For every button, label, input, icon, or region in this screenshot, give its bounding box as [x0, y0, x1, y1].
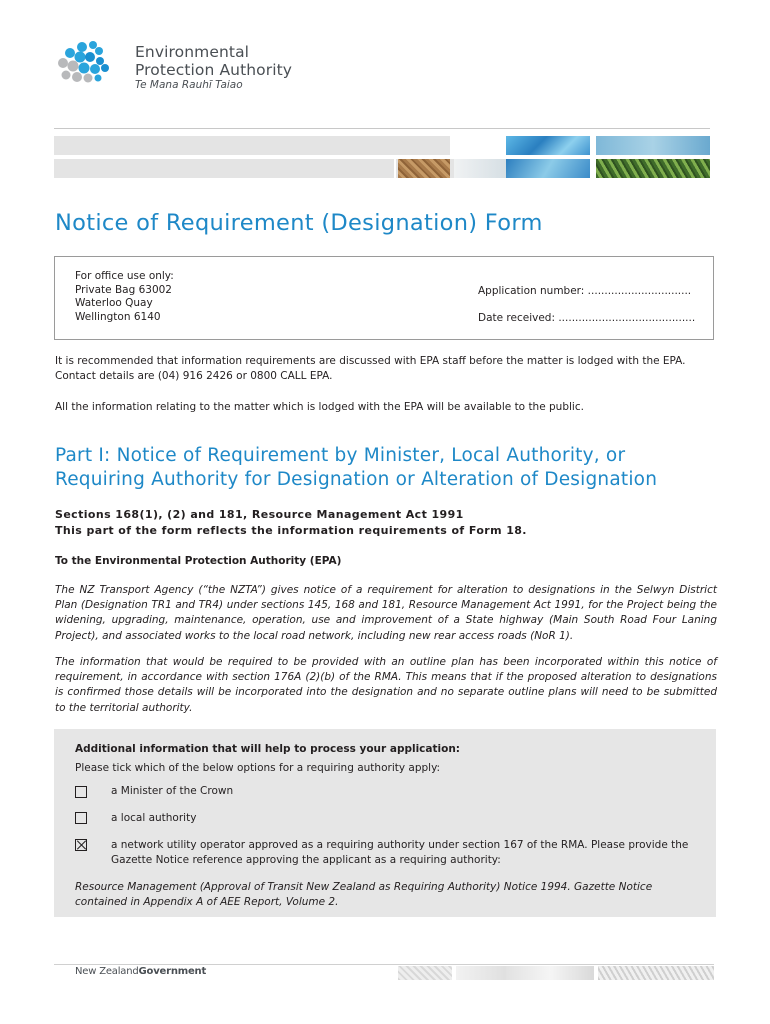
paragraph-line: The information that would be required to be provided with an outline plan has been incorporated within this notice of — [55, 656, 717, 668]
paragraph-line: widening, upgrading, maintenance, operation, use and improvement of a State highway (Main South Road Four Laning — [55, 614, 717, 627]
epa-logo-mark-icon — [54, 40, 129, 90]
sections-reference — [55, 507, 527, 538]
notice-paragraph — [55, 583, 717, 644]
footer-texture-image — [456, 966, 510, 980]
paragraph-line: Project), and associated works to the local road network, including new rear access roads (NoR 1). — [55, 629, 574, 642]
footer-texture-image — [506, 966, 594, 980]
local-authority-option-label: a local authority — [111, 812, 197, 824]
note-line: Resource Management (Approval of Transit New Zealand as Requiring Authority) Notice 1994. Gazette Notice — [75, 881, 653, 893]
paragraph-line: Plan (Designation TR1 and TR4) under sections 145, 168 and 181, Resource Management Act 1991, for the Project being the — [55, 599, 717, 612]
address-line: Wellington 6140 — [75, 310, 161, 323]
office-use-address — [75, 270, 174, 324]
part1-title-line: Part I: Notice of Requirement by Minister, Local Authority, or — [55, 445, 626, 466]
nz-government-suffix: Government — [138, 966, 207, 977]
additional-info-heading: Additional information that will help to process your application: — [75, 743, 460, 755]
page-title: Notice of Requirement (Designation) Form — [55, 210, 543, 236]
banner-grey-bar — [54, 159, 394, 178]
tick-instruction: Please tick which of the below options for a requiring authority apply: — [75, 762, 441, 774]
option-line: Gazette Notice reference approving the applicant as a requiring authority: — [111, 854, 501, 866]
org-name-line2: Protection Authority — [135, 61, 293, 79]
public-note: All the information relating to the matter which is lodged with the EPA will be available to the public. — [55, 401, 584, 413]
org-maori-name: Te Mana Rauhī Taiao — [135, 79, 243, 91]
contact-line: Contact details are (04) 916 2426 or 0800 CALL EPA. — [55, 370, 333, 382]
part1-title — [55, 444, 657, 492]
banner-sky-image — [506, 136, 590, 155]
network-utility-option-label — [111, 838, 688, 868]
epa-logo — [54, 40, 314, 100]
banner-texture-image — [398, 159, 450, 178]
part1-title-line: Requiring Authority for Designation or Alteration of Designation — [55, 469, 658, 490]
date-received-field[interactable]: Date received: ......................................... — [478, 312, 696, 324]
paragraph-line: to the territorial authority. — [55, 701, 193, 714]
network-utility-checkbox[interactable] — [75, 839, 87, 851]
note-line: contained in Appendix A of AEE Report, Volume 2. — [75, 896, 339, 908]
option-line: a network utility operator approved as a requiring authority under section 167 of the RMA. Please provide the — [111, 839, 689, 851]
banner-light-image — [454, 159, 506, 178]
addressee: To the Environmental Protection Authority (EPA) — [55, 555, 342, 567]
org-name-line1: Environmental — [135, 43, 250, 61]
form-reference-line: This part of the form reflects the information requirements of Form 18. — [55, 523, 527, 537]
banner-fern-image — [596, 159, 710, 178]
paragraph-line: requirement, in accordance with section 176A (2)(b) of the RMA. This means that if the proposed alteration to designations — [55, 671, 717, 684]
nz-government-prefix: New Zealand — [75, 966, 139, 977]
footer-texture-image — [598, 966, 714, 980]
minister-option-label: a Minister of the Crown — [111, 785, 234, 797]
nz-government-logo — [75, 966, 206, 977]
banner-water-image — [506, 159, 590, 178]
sections-line: Sections 168(1), (2) and 181, Resource Management Act 1991 — [55, 508, 464, 521]
banner-grey-bar — [54, 136, 450, 155]
intro-paragraph — [55, 354, 686, 384]
banner-water-image — [596, 136, 710, 155]
outline-plan-paragraph — [55, 655, 717, 716]
gazette-notice-reference[interactable] — [75, 880, 652, 910]
local-authority-checkbox[interactable] — [75, 812, 87, 824]
address-line: Waterloo Quay — [75, 297, 153, 309]
footer-divider — [54, 964, 714, 965]
office-use-label: For office use only: — [75, 270, 174, 282]
application-number-field[interactable]: Application number: ............................... — [478, 285, 692, 297]
intro-line: It is recommended that information requirements are discussed with EPA staff before the matter is lodged with the EPA. — [55, 355, 686, 367]
footer-texture-image — [398, 966, 452, 980]
address-line: Private Bag 63002 — [75, 283, 172, 296]
paragraph-line: The NZ Transport Agency (“the NZTA”) gives notice of a requirement for alteration to designations in the Selwyn District — [55, 584, 717, 596]
banner-divider — [54, 128, 710, 129]
paragraph-line: is confirmed those details will be incorporated into the designation and no separate outline plans will need to be submitted — [55, 686, 717, 699]
minister-checkbox[interactable] — [75, 786, 87, 798]
